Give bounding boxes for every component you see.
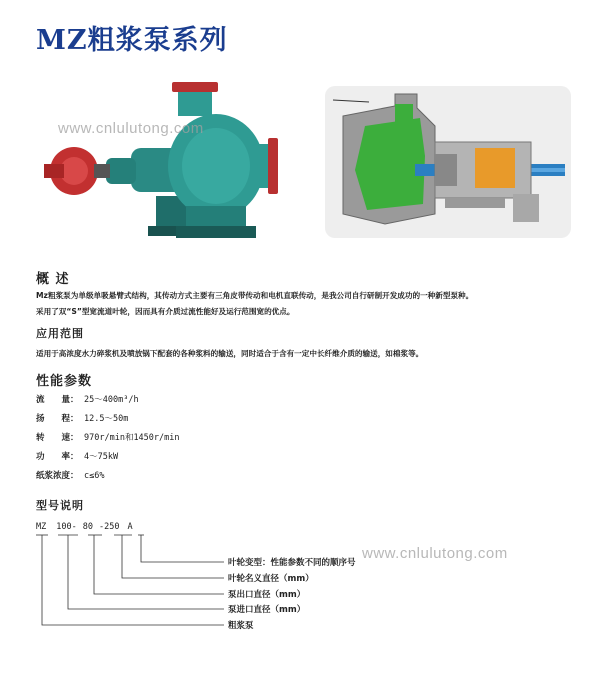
model-code-variant: A	[127, 522, 133, 532]
legend-pump-type: 粗浆泵	[228, 621, 254, 631]
overview-text-2: 采用了双“S”型宽流道叶轮，因而具有介质过流性能好及运行范围宽的优点。	[36, 307, 295, 316]
watermark: www.cnlulutong.com	[362, 545, 508, 562]
spec-label: 扬 程：	[36, 414, 79, 424]
model-code-inlet: 100	[56, 522, 72, 532]
spec-label: 纸浆浓度：	[36, 471, 79, 481]
legend-inlet-diameter: 泵进口直径（mm）	[228, 605, 306, 615]
overview-text-1: Mz粗浆泵为单级单吸悬臂式结构，其传动方式主要有三角皮带传动和电机直联传动，是我公司自行研制开发成功的一种新型泵种。	[36, 291, 474, 300]
performance-heading: 性能参数	[36, 374, 93, 389]
spec-label: 转 速：	[36, 433, 79, 443]
model-code: MZ 100- 80 -250 A	[36, 522, 133, 532]
spec-value: 970r/min和1450r/min	[84, 433, 180, 443]
spec-label: 流 量：	[36, 395, 79, 405]
model-heading: 型号说明	[36, 499, 84, 512]
spec-value: 4～75kW	[84, 452, 119, 462]
spec-value: 12.5～50m	[84, 414, 129, 424]
model-code-impeller: 250	[104, 522, 120, 532]
overview-heading: 概 述	[36, 272, 70, 287]
model-code-outlet: 80	[82, 522, 93, 532]
application-heading: 应用范围	[36, 327, 84, 340]
spec-value: 25～400m³/h	[84, 395, 139, 405]
legend-variant: 叶轮变型：性能参数不同的顺序号	[228, 558, 356, 568]
legend-outlet-diameter: 泵出口直径（mm）	[228, 590, 306, 600]
legend-impeller-diameter: 叶轮名义直径（mm）	[228, 574, 314, 584]
application-text: 适用于高浓度水力碎浆机及喷放锅下配套的各种浆料的输送，同时适合于含有一定中长纤维介质的输送，如棉浆等。	[36, 349, 424, 358]
spec-label: 功 率：	[36, 452, 79, 462]
watermark: www.cnlulutong.com	[58, 120, 204, 137]
page-title: MZ粗浆泵系列	[36, 25, 228, 56]
spec-value: c≤6%	[84, 471, 105, 481]
model-code-series: MZ	[36, 522, 47, 532]
